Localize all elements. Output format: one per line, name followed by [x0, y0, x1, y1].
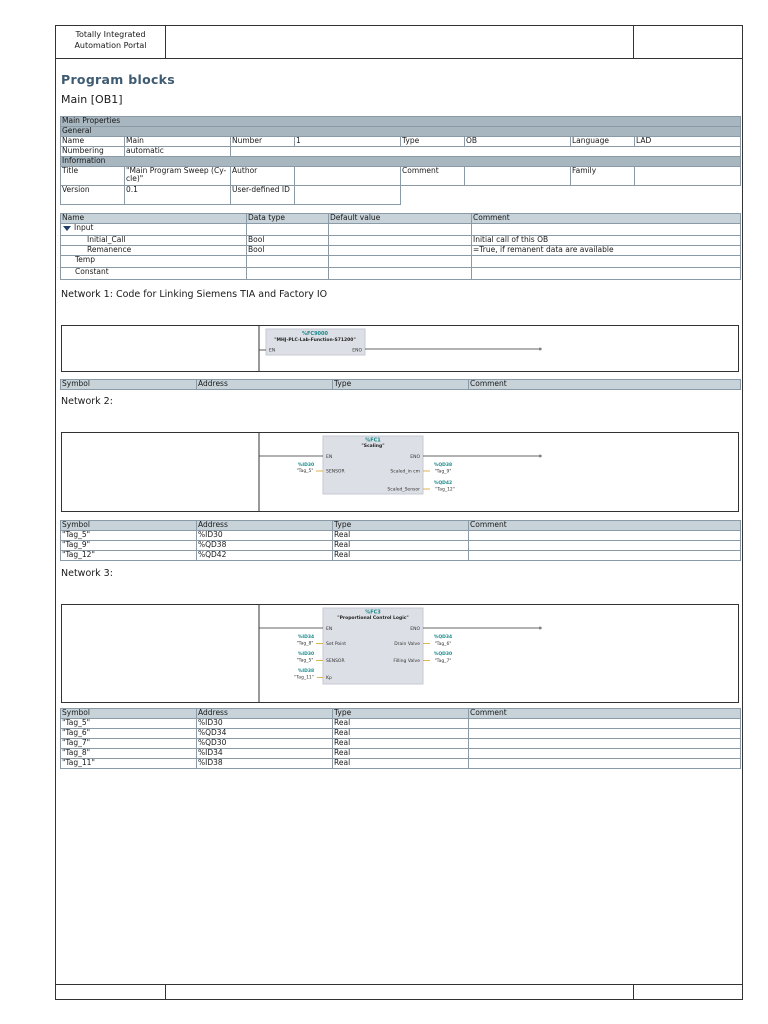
fc3-output-pin: Drain Valve [394, 642, 420, 647]
collapse-triangle-icon[interactable] [63, 226, 71, 231]
section-information: Information [61, 157, 741, 167]
interface-constant-label: Constant [61, 268, 247, 280]
fc9000-en: EN [269, 348, 276, 354]
numbering-value: automatic [125, 147, 231, 157]
fc3-input-pin: SENSOR [326, 659, 345, 664]
block-title: Main [OB1] [61, 93, 123, 106]
fc1-output-pin: Scaled_in cm [390, 469, 420, 475]
name-value: Main [125, 137, 231, 147]
name-label: Name [61, 137, 125, 147]
fc1-output-pin: Scaled_Sensor [387, 487, 420, 493]
header-logo-cell [55, 25, 166, 59]
page-title: Program blocks [61, 72, 176, 87]
version-value: 0.1 [125, 186, 231, 205]
fc1-input-pin: SENSOR [326, 469, 345, 475]
network-2-svg [62, 433, 738, 511]
fc3-output-tag: "Tag_6" [434, 642, 452, 647]
fc3-output-pin: Filling Valve [393, 659, 420, 664]
interface-header-default: Default value [329, 214, 472, 224]
fc3-input-tag: "Tag_11" [294, 675, 314, 681]
version-label: Version [61, 186, 125, 205]
fc1-output-tag: "Tag_12" [435, 487, 455, 493]
fc1-output-addr: %QD38 [433, 463, 453, 468]
fc3-input-addr: %ID30 [297, 652, 315, 657]
interface-table [60, 213, 741, 280]
fc3-addr: %FC3 [365, 609, 381, 616]
type-label: Type [401, 137, 465, 147]
family-label: Family [571, 167, 635, 186]
network-1-diagram [61, 325, 739, 372]
interface-row-type: Bool [247, 236, 329, 246]
language-value: LAD [635, 137, 741, 147]
fc3-output-tag: "Tag_7" [434, 659, 452, 664]
network-2-title: Network 2: [61, 396, 113, 407]
section-main-properties: Main Properties [61, 117, 741, 127]
properties-table [60, 116, 741, 205]
header-app-line1: Totally Integrated [75, 30, 146, 39]
address-header: Address [197, 521, 333, 531]
fc3-input-addr: %ID34 [297, 635, 315, 640]
type-header: Type [333, 380, 469, 390]
network-3-title: Network 3: [61, 568, 113, 579]
interface-row-comment: Initial call of this OB [472, 236, 741, 246]
fc3-input-tag: "Tag_8" [296, 641, 314, 647]
fc1-output-tag: "Tag_9" [434, 469, 452, 475]
version-spacer [401, 186, 741, 205]
fc1-name: "Scaling" [361, 444, 385, 449]
number-label: Number [231, 137, 295, 147]
network-3-svg [62, 605, 738, 702]
address-header: Address [197, 380, 333, 390]
table-row: "Tag_11" %ID38 Real [61, 759, 741, 769]
userid-value [295, 186, 401, 205]
interface-row-default [329, 246, 472, 256]
fc1-eno: ENO [410, 455, 420, 460]
fc3-input-tag: "Tag_5" [296, 658, 314, 664]
fc1-input-addr: %ID30 [297, 463, 315, 468]
author-label: Author [231, 167, 295, 186]
interface-temp-label: Temp [61, 256, 247, 268]
comment-value [465, 167, 571, 186]
table-row: "Tag_5" %ID30 Real [61, 719, 741, 729]
symbol-header: Symbol [61, 709, 197, 719]
number-value: 1 [295, 137, 401, 147]
type-value: OB [465, 137, 571, 147]
fc1-addr: %FC1 [365, 437, 381, 444]
table-row: "Tag_5" %ID30 Real [61, 531, 741, 541]
title-label: Title [61, 167, 125, 186]
fc3-en: EN [326, 627, 333, 632]
interface-row-comment: =True, if remanent data are available [472, 246, 741, 256]
interface-row-default [329, 236, 472, 246]
header-title-cell [165, 25, 634, 59]
interface-header-comment: Comment [472, 214, 741, 224]
interface-header-name: Name [61, 214, 247, 224]
section-general: General [61, 127, 741, 137]
footer-right-cell [633, 984, 743, 1000]
table-row: "Tag_8" %ID34 Real [61, 749, 741, 759]
footer-left-cell [55, 984, 166, 1000]
numbering-empty [231, 147, 741, 157]
author-value [295, 167, 401, 186]
fc1-en: EN [326, 455, 333, 460]
fc9000-name: "MHJ-PLC-Lab-Function-S71200" [274, 338, 356, 343]
fc1-input-tag: "Tag_5" [296, 469, 314, 474]
comment-header: Comment [469, 380, 741, 390]
fc3-input-pin: Set Point [326, 642, 346, 647]
fc9000-eno: ENO [352, 348, 362, 354]
fc3-output-addr: %QD30 [433, 652, 453, 657]
type-header: Type [333, 521, 469, 531]
fc3-input-addr: %ID38 [297, 669, 315, 674]
interface-header-type: Data type [247, 214, 329, 224]
symbol-header: Symbol [61, 380, 197, 390]
footer-middle-cell [165, 984, 634, 1000]
network-1-svg [62, 326, 738, 371]
fc1-output-addr: %QD42 [433, 481, 453, 486]
title-value: "Main Program Sweep (Cy- cle)" [125, 167, 231, 186]
fc3-name: "Proportional Control Logic" [337, 616, 409, 621]
interface-input-label: Input [74, 223, 94, 232]
interface-row-type: Bool [247, 246, 329, 256]
table-row: "Tag_12" %QD42 Real [61, 551, 741, 561]
network-3-symbols-table [60, 708, 741, 769]
network-3-diagram [61, 604, 739, 703]
userid-label: User-defined ID [231, 186, 295, 205]
network-2-symbols-table [60, 520, 741, 561]
fc3-input-pin: Kp [326, 676, 332, 681]
table-row: "Tag_9" %QD38 Real [61, 541, 741, 551]
comment-header: Comment [469, 709, 741, 719]
comment-header: Comment [469, 521, 741, 531]
table-row: "Tag_6" %QD34 Real [61, 729, 741, 739]
table-row: "Tag_7" %QD30 Real [61, 739, 741, 749]
symbol-header: Symbol [61, 521, 197, 531]
family-value [635, 167, 741, 186]
network-1-symbols-table [60, 379, 741, 390]
interface-row-name: Remanence [61, 246, 247, 256]
numbering-label: Numbering [61, 147, 125, 157]
type-header: Type [333, 709, 469, 719]
fc3-output-addr: %QD34 [433, 635, 453, 640]
interface-row-name: Initial_Call [61, 236, 247, 246]
fc3-eno: ENO [410, 627, 420, 632]
network-1-title: Network 1: Code for Linking Siemens TIA and Factory IO [61, 289, 328, 300]
header-app-line2: Automation Portal [74, 41, 147, 50]
network-2-diagram [61, 432, 739, 512]
address-header: Address [197, 709, 333, 719]
header-page-cell [633, 25, 743, 59]
comment-label: Comment [401, 167, 465, 186]
language-label: Language [571, 137, 635, 147]
interface-input-row[interactable] [61, 224, 247, 236]
fc9000-addr: %FC9000 [301, 331, 329, 337]
